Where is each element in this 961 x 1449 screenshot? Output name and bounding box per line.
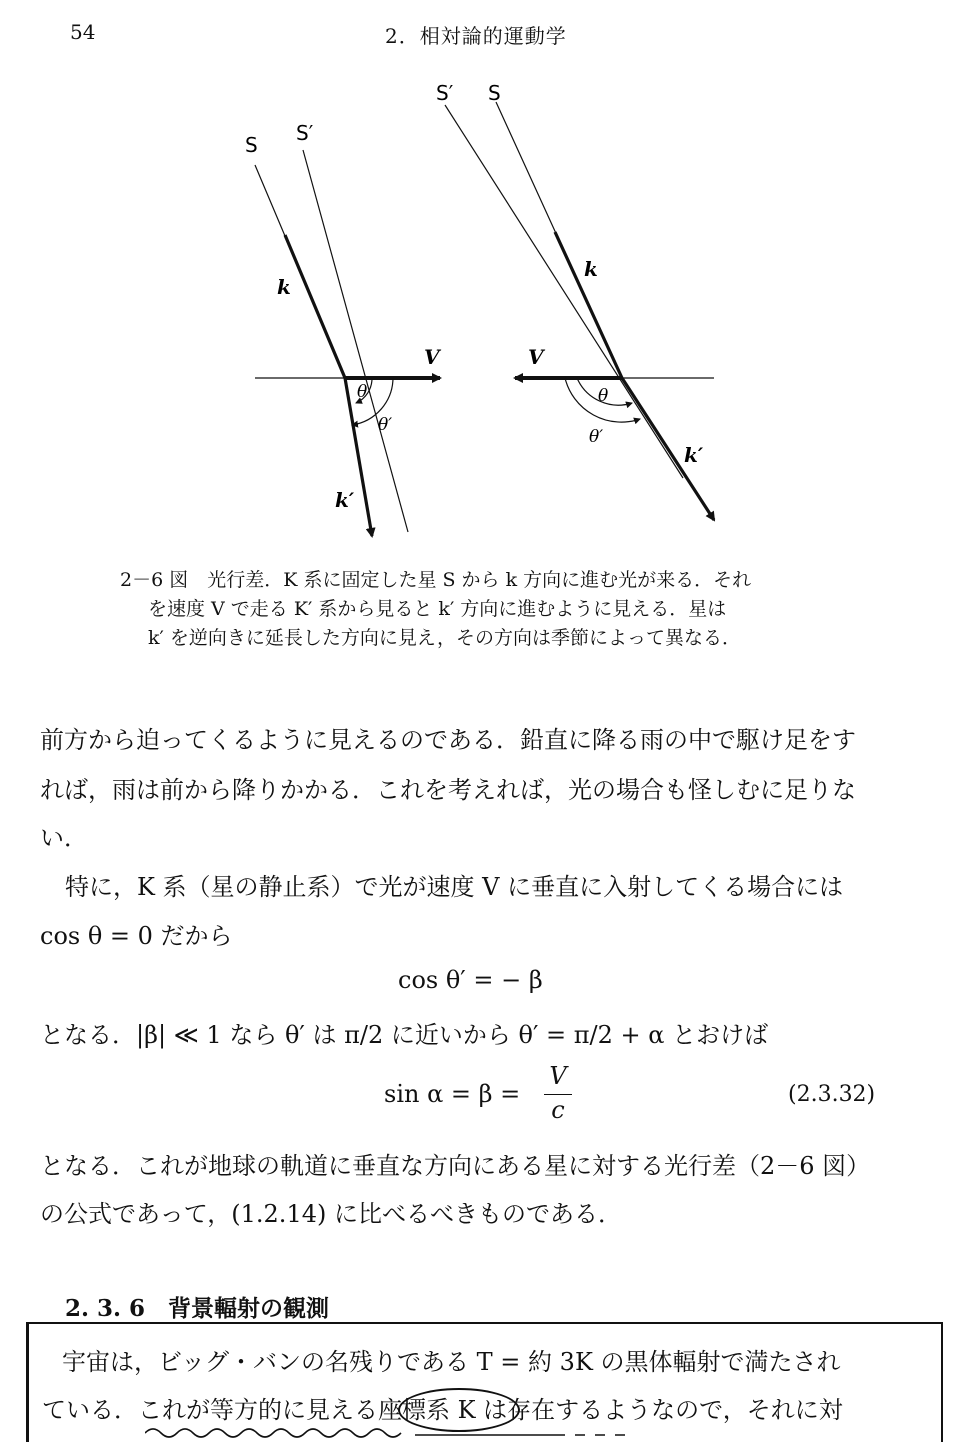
- body-p3-line1: となる．|β| ≪ 1 なら θ′ は π/2 に近いから θ′ = π/2 + α とおけば: [40, 1021, 769, 1049]
- left-k-vector: [285, 235, 345, 378]
- figure-caption: [120, 566, 860, 653]
- left-label-theta: θ: [357, 382, 368, 402]
- left-label-k-prime: k′: [335, 488, 355, 512]
- fraction-bar: [544, 1094, 572, 1095]
- right-label-v: V: [528, 345, 544, 369]
- right-k-vector: [555, 232, 622, 378]
- right-label-k: k: [584, 257, 598, 281]
- right-label-s-prime: S′: [436, 81, 454, 105]
- body-p1-line3: い．: [40, 824, 88, 852]
- left-diagram: [245, 121, 442, 536]
- left-label-theta-prime: θ′: [378, 415, 393, 435]
- left-label-s-prime: S′: [296, 121, 314, 145]
- body-p4-line1: となる．これが地球の軌道に垂直な方向にある星に対する光行差（2－6 図）: [40, 1152, 871, 1180]
- body-p2-line2: cos θ = 0 だから: [40, 922, 233, 950]
- right-label-s: S: [488, 81, 501, 105]
- page-number: 54: [70, 20, 96, 44]
- section-heading: 2. 3. 6 背景輻射の観測: [65, 1295, 330, 1322]
- caption-line-2: を速度 V で走る K′ 系から見ると k′ 方向に進むように見える．星は: [148, 598, 727, 620]
- left-ray-s-prime: [303, 150, 408, 532]
- left-label-s: S: [245, 133, 258, 157]
- body-p1-line2: れば，雨は前から降りかかる．これを考えれば，光の場合も怪しむに足りな: [40, 776, 856, 804]
- right-ray-s-prime: [445, 105, 683, 478]
- equation-cos-theta-prime: cos θ′ = − β: [398, 966, 543, 994]
- equation-number: (2.3.32): [788, 1082, 876, 1107]
- aberration-figure: [0, 0, 961, 560]
- body-p1-line1: 前方から迫ってくるように見えるのである．鉛直に降る雨の中で駆け足をす: [40, 726, 856, 754]
- left-label-v: V: [424, 345, 440, 369]
- equation-fraction-numerator: V: [549, 1062, 567, 1090]
- body-p4-line2: の公式であって，(1.2.14) に比べるべきものである．: [40, 1200, 622, 1228]
- left-label-k: k: [277, 275, 291, 299]
- right-label-theta-prime: θ′: [589, 427, 604, 447]
- caption-line-3: k′ を逆向きに延長した方向に見え，その方向は季節によって異なる．: [148, 627, 742, 649]
- right-diagram: [436, 81, 714, 520]
- equation-2-3-32-lhs: sin α = β =: [384, 1080, 521, 1108]
- right-label-k-prime: k′: [684, 443, 704, 467]
- body-p2-line1: 特に，K 系（星の静止系）で光が速度 V に垂直に入射してくる場合には: [65, 873, 844, 901]
- section-line2: ている．これが等方的に見える座標系 K は存在するようなので，それに対: [42, 1396, 843, 1424]
- running-title: 2．相対論的運動学: [385, 24, 567, 48]
- right-label-theta: θ: [598, 386, 609, 406]
- handdrawn-wavy-underline: [145, 1423, 705, 1445]
- section-line1: 宇宙は，ビッグ・バンの名残りである T = 約 3K の黒体輻射で満たされ: [62, 1348, 841, 1376]
- equation-fraction-denominator: c: [551, 1096, 565, 1124]
- caption-line-1: 2－6 図 光行差．K 系に固定した星 S から k 方向に進む光が来る．それ: [120, 569, 752, 591]
